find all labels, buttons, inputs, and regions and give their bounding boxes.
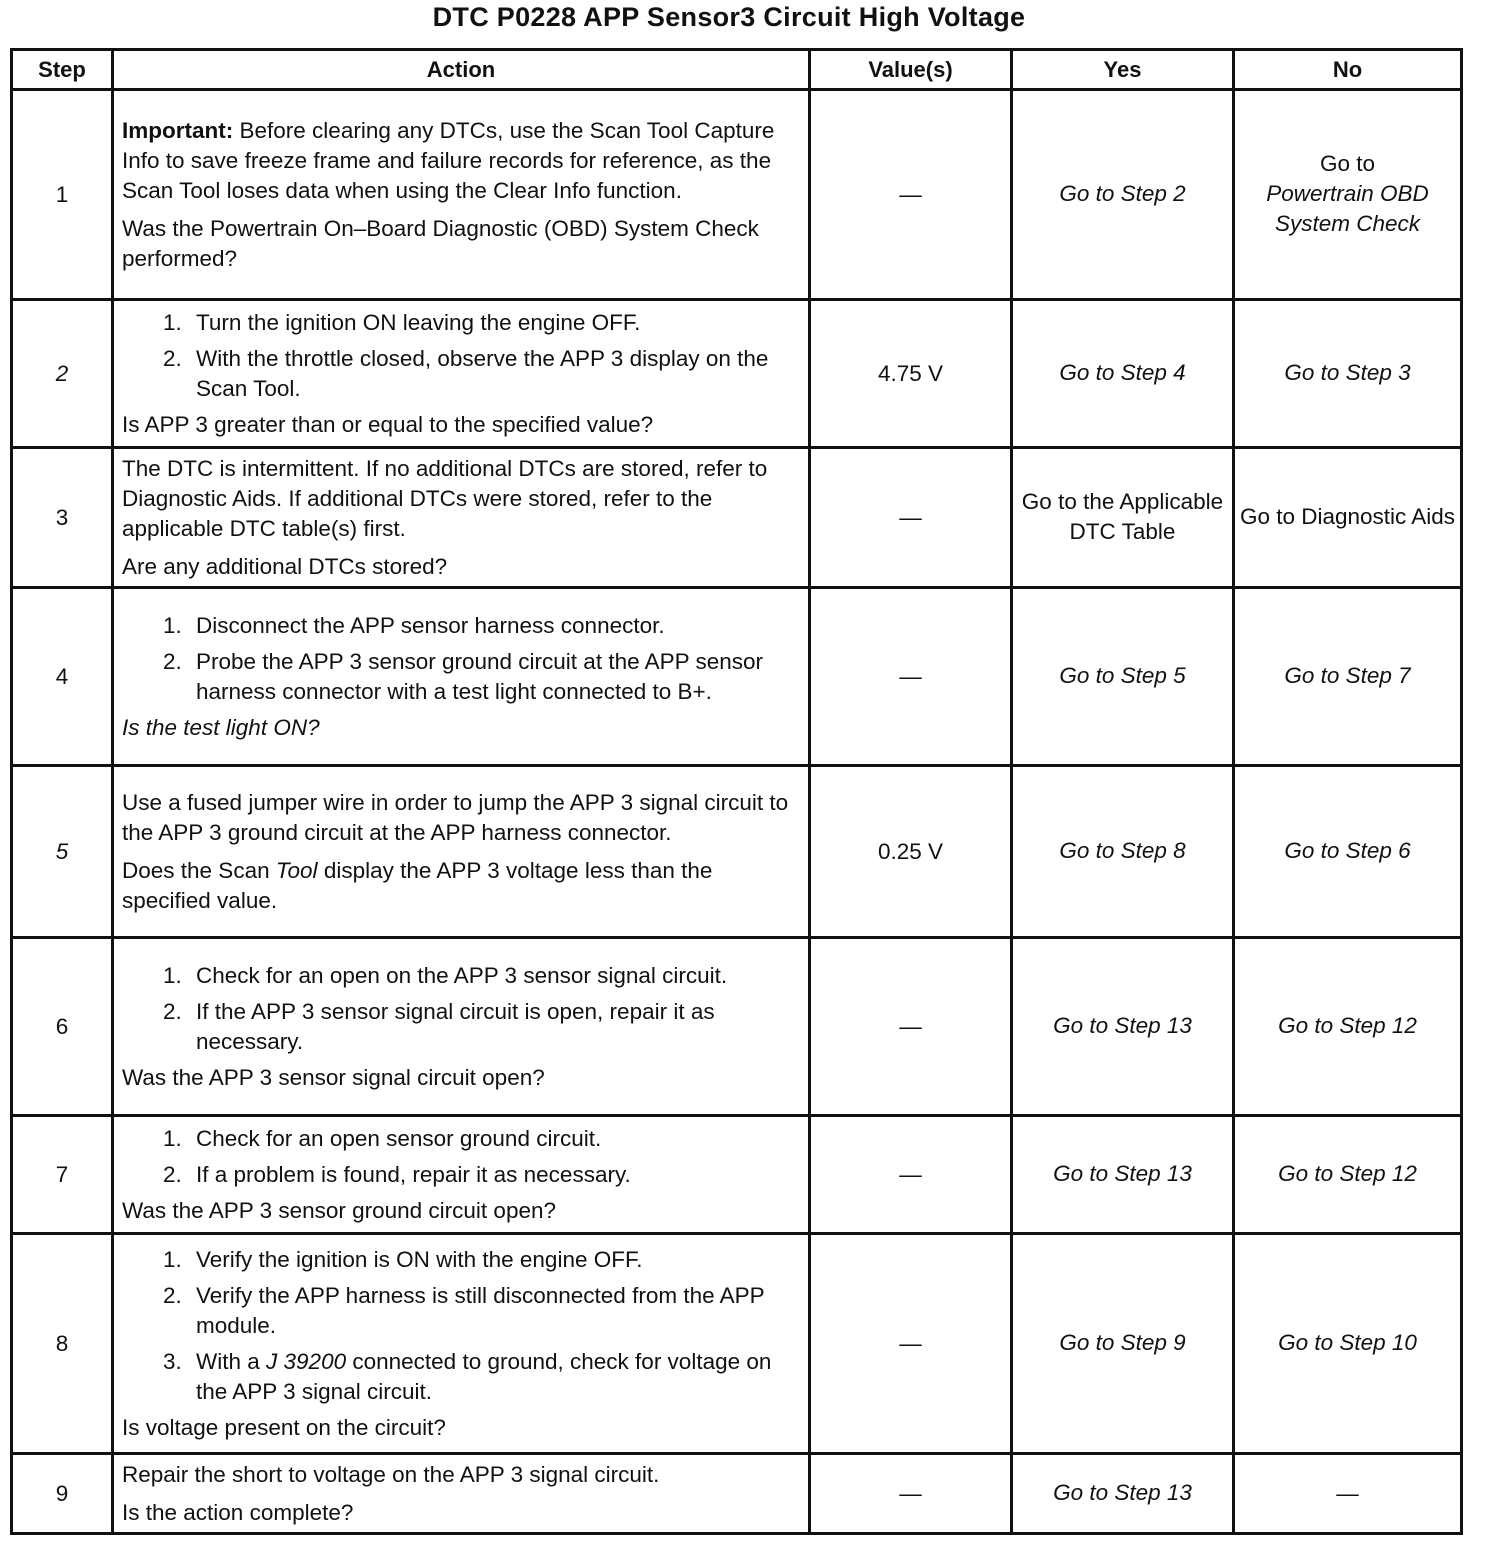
yes-cell: Go to the Applicable DTC Table [1012, 448, 1234, 588]
action-cell [113, 90, 810, 300]
action-cell [113, 1234, 810, 1454]
action-steps [122, 611, 802, 707]
value-cell: 4.75 V [810, 300, 1012, 448]
value-cell: — [810, 1454, 1012, 1534]
value-cell: — [810, 448, 1012, 588]
no-cell: Go to Step 10 [1234, 1234, 1462, 1454]
action-text: The DTC is intermittent. If no additional DTCs are stored, refer to Diagnostic Aids. If additional DTCs were stored, refer to the applicable DTC table(s) first. [122, 455, 768, 541]
no-cell: Go to Diagnostic Aids [1234, 448, 1462, 588]
action-step: 1. Check for an open on the APP 3 sensor signal circuit. [188, 961, 802, 991]
step-number: 6 [12, 938, 113, 1116]
action-cell [113, 1116, 810, 1234]
important-label: Important: [122, 117, 234, 143]
table-row [12, 1234, 1462, 1454]
action-steps [122, 308, 802, 404]
header-action: Action [113, 50, 810, 90]
action-text: Use a fused jumper wire in order to jump the APP 3 signal circuit to the APP 3 ground circuit at the APP harness connector. [122, 789, 789, 845]
step-part: With a [196, 1348, 267, 1374]
yes-cell: Go to Step 13 [1012, 938, 1234, 1116]
no-cell: Go to Step 6 [1234, 766, 1462, 938]
action-step: 2. If a problem is found, repair it as necessary. [188, 1160, 802, 1190]
action-cell [113, 938, 810, 1116]
no-link: Powertrain OBD System Check [1266, 181, 1429, 236]
action-step: 2. If the APP 3 sensor signal circuit is open, repair it as necessary. [188, 997, 802, 1057]
yes-cell: Go to Step 2 [1012, 90, 1234, 300]
action-cell [113, 588, 810, 766]
no-cell [1234, 90, 1462, 300]
yes-cell: Go to Step 5 [1012, 588, 1234, 766]
no-cell: — [1234, 1454, 1462, 1534]
value-cell: — [810, 588, 1012, 766]
table-header-row [12, 50, 1462, 90]
step-part: connected to ground, check for voltage on the APP 3 signal circuit. [196, 1348, 772, 1404]
yes-cell: Go to Step 13 [1012, 1454, 1234, 1534]
yes-cell: Go to Step 4 [1012, 300, 1234, 448]
diagnostic-table [10, 48, 1463, 1535]
question-part: display the APP 3 voltage less than the specified value. [122, 857, 713, 913]
action-cell [113, 300, 810, 448]
no-cell: Go to Step 12 [1234, 938, 1462, 1116]
action-cell [113, 766, 810, 938]
table-row [12, 300, 1462, 448]
header-no: No [1234, 50, 1462, 90]
header-step: Step [12, 50, 113, 90]
table-row [12, 938, 1462, 1116]
action-question [122, 856, 802, 916]
question-part: Does the Scan [122, 857, 276, 883]
action-cell [113, 1454, 810, 1534]
action-steps [122, 961, 802, 1057]
table-row [12, 588, 1462, 766]
value-cell: — [810, 1234, 1012, 1454]
table-row [12, 1116, 1462, 1234]
step-number: 2 [12, 300, 113, 448]
step-number: 4 [12, 588, 113, 766]
action-step: 2. Probe the APP 3 sensor ground circuit at the APP sensor harness connector with a test light connected to B+. [188, 647, 802, 707]
action-question: Was the APP 3 sensor signal circuit open? [122, 1064, 545, 1090]
table-row [12, 1454, 1462, 1534]
value-cell: — [810, 90, 1012, 300]
no-cell: Go to Step 12 [1234, 1116, 1462, 1234]
action-step: 2. Verify the APP harness is still disconnected from the APP module. [188, 1281, 802, 1341]
step-number: 9 [12, 1454, 113, 1534]
no-goto: Go to [1319, 151, 1376, 176]
action-question: Is voltage present on the circuit? [122, 1414, 446, 1440]
value-cell: 0.25 V [810, 766, 1012, 938]
no-cell: Go to Step 7 [1234, 588, 1462, 766]
action-question: Is the test light ON? [122, 714, 320, 740]
yes-cell: Go to Step 13 [1012, 1116, 1234, 1234]
action-step: 2. With the throttle closed, observe the APP 3 display on the Scan Tool. [188, 344, 802, 404]
step-number: 8 [12, 1234, 113, 1454]
header-values: Value(s) [810, 50, 1012, 90]
table-row [12, 90, 1462, 300]
action-question: Was the APP 3 sensor ground circuit open? [122, 1197, 557, 1223]
action-steps [122, 1245, 802, 1407]
action-question: Is APP 3 greater than or equal to the specified value? [122, 411, 654, 437]
page-title: DTC P0228 APP Sensor3 Circuit High Voltage [432, 2, 1026, 32]
step-number: 1 [12, 90, 113, 300]
header-yes: Yes [1012, 50, 1234, 90]
action-step: 1. Check for an open sensor ground circuit. [188, 1124, 802, 1154]
yes-cell: Go to Step 9 [1012, 1234, 1234, 1454]
step-number: 3 [12, 448, 113, 588]
action-step [188, 1347, 802, 1407]
tool-name: J 39200 [266, 1348, 347, 1374]
action-steps [122, 1124, 802, 1190]
table-row [12, 766, 1462, 938]
action-cell [113, 448, 810, 588]
action-text: Repair the short to voltage on the APP 3 signal circuit. [122, 1461, 660, 1487]
value-cell: — [810, 938, 1012, 1116]
table-row [12, 448, 1462, 588]
action-question: Was the Powertrain On–Board Diagnostic (OBD) System Check performed? [122, 215, 759, 271]
action-step: 1. Turn the ignition ON leaving the engine OFF. [188, 308, 802, 338]
no-cell: Go to Step 3 [1234, 300, 1462, 448]
action-question: Is the action complete? [122, 1499, 354, 1525]
action-question: Are any additional DTCs stored? [122, 553, 448, 579]
action-step: 1. Verify the ignition is ON with the engine OFF. [188, 1245, 802, 1275]
important-note [122, 116, 802, 206]
yes-cell: Go to Step 8 [1012, 766, 1234, 938]
step-number: 7 [12, 1116, 113, 1234]
important-text: Before clearing any DTCs, use the Scan Tool Capture Info to save freeze frame and failure records for reference, as the Scan Tool loses data when using the Clear Info function. [122, 117, 775, 203]
step-number: 5 [12, 766, 113, 938]
value-cell: — [810, 1116, 1012, 1234]
action-step: 1. Disconnect the APP sensor harness connector. [188, 611, 802, 641]
question-part: Tool [275, 857, 318, 883]
